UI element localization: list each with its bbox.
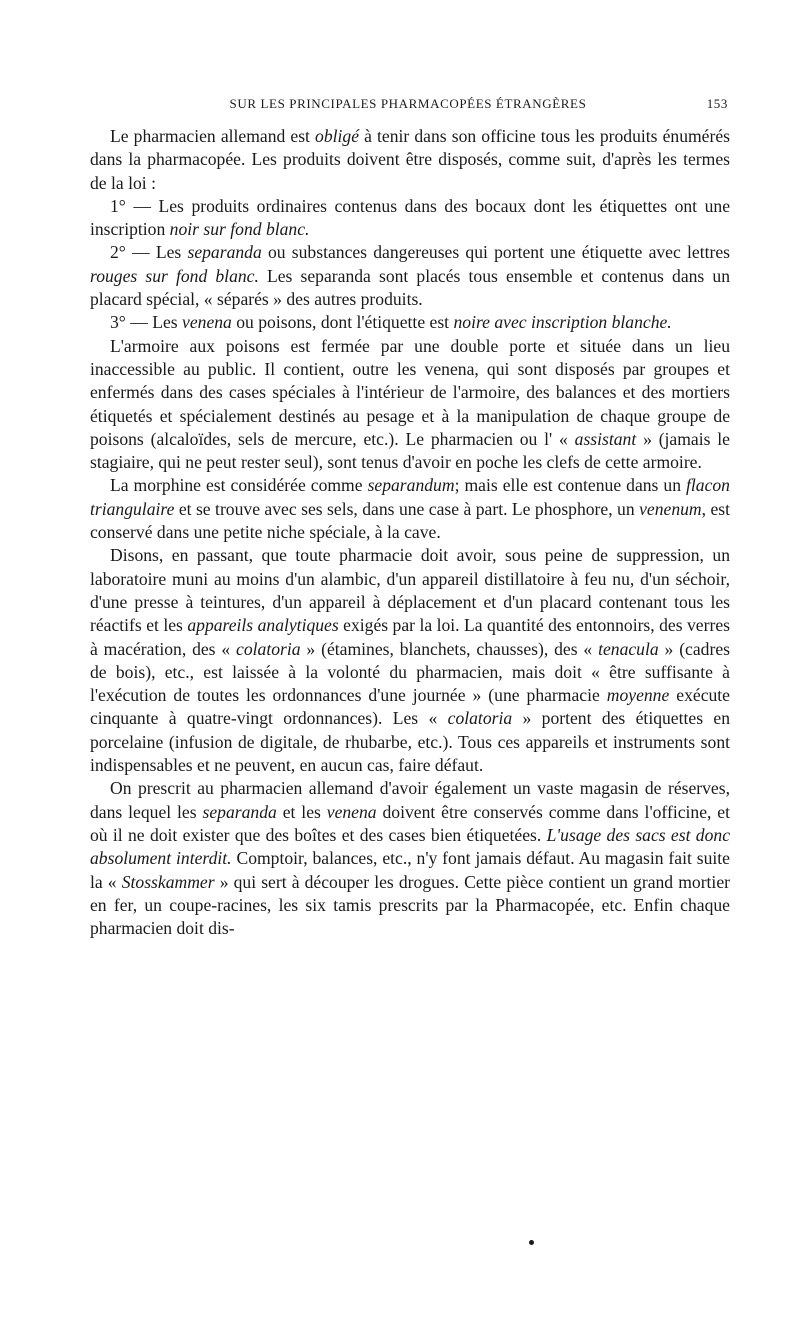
italic-text: separanda <box>202 801 277 822</box>
text-run: ou poisons, dont l'étiquette est <box>231 312 454 333</box>
text-run: Le pharmacien allemand est <box>110 126 316 146</box>
text-run: Comptoir, balances, etc., n'y font jamais défaut. Au magasin fait suite la « <box>90 848 730 892</box>
italic-text: venena <box>326 801 377 822</box>
italic-text: noir sur fond blanc. <box>169 219 310 240</box>
italic-text: separanda <box>187 242 262 263</box>
text-run: 2° — Les <box>110 242 188 263</box>
italic-text: appareils analytiques <box>187 615 339 636</box>
text-run: , est conservé dans une petite niche spéciale, à la cave. <box>90 498 731 543</box>
text-run: 3° — Les <box>110 312 183 333</box>
paragraph <box>90 777 730 940</box>
text-run: ; mais elle est contenue dans un <box>454 475 686 496</box>
text-run: » qui sert à découper les drogues. Cette pièce contient un grand mortier en fer, un coupe-racines, les six tamis prescrits par la Pharmacopée, etc. Enfin chaque pharmacien doit dis- <box>90 871 730 939</box>
italic-text: tenacula <box>598 638 659 659</box>
italic-text: colatoria <box>236 638 301 659</box>
text-run: exigés par la loi. La quantité des entonnoirs, des verres à macération, des « <box>90 615 730 659</box>
text-run: 1° — Les produits ordinaires contenus dans des bocaux dont les étiquettes ont une inscription <box>90 195 730 240</box>
body-text <box>90 125 730 940</box>
ink-speck <box>529 1240 534 1245</box>
italic-text: venena <box>182 312 232 333</box>
text-run: à tenir dans son officine tous les produits énumérés dans la pharmacopée. Les produits doivent être disposés, comme suit, d'après les termes de la loi : <box>90 126 731 193</box>
text-run: et se trouve avec ses sels, dans une case à part. Le phosphore, un <box>174 498 640 519</box>
text-run: doivent être conservés comme dans l'officine, et où il ne doit exister que des boîtes et des cases bien étiquetées. <box>90 801 731 845</box>
text-run: L'armoire aux poisons est fermée par une double porte et située dans un lieu inaccessible au public. Il contient, outre les venena, qui sont disposés par groupes et enfermés dans des cases spéciales à l'intérieur de l'armoire, des balances et des mortiers étiquetés et spécialement destinés au pesage et à la manipulation de chaque groupe de poisons (alcaloïdes, sels de mercure, etc.). Le pharmacien ou l' « <box>90 335 730 449</box>
text-run: Les separanda sont placés tous ensemble et contenus dans un placard spécial, « séparés » des autres produits. <box>90 265 730 310</box>
italic-text: assistant <box>574 428 637 449</box>
italic-text: obligé <box>315 126 360 146</box>
page-number: 153 <box>706 96 728 111</box>
text-run: » portent des étiquettes en porcelaine (infusion de digitale, de rhubarbe, etc.). Tous ces appareils et instruments sont indispensables et ne peuvent, en aucun cas, faire défaut. <box>90 708 730 776</box>
italic-text: moyenne <box>606 685 670 706</box>
text-run: » (cadres de bois), etc., est laissée à la volonté du pharmacien, mais doit « être suffisante à l'exécution de toutes les ordonnances d'une journée » (une pharmacie <box>90 638 730 706</box>
text-run: ou substances dangereuses qui portent une étiquette avec lettres <box>261 242 730 263</box>
paragraph <box>90 195 730 242</box>
text-run: » (jamais le stagiaire, qui ne peut rester seul), sont tenus d'avoir en poche les clefs de cette armoire. <box>90 428 730 473</box>
text-run: » (étamines, blanchets, chausses), des « <box>300 638 599 659</box>
paragraph <box>90 335 730 475</box>
text-run: La morphine est considérée comme <box>110 475 368 496</box>
paragraph <box>90 474 730 544</box>
paragraph <box>90 544 730 777</box>
italic-text: noire avec inscription blanche. <box>453 312 672 333</box>
paragraph <box>90 125 730 195</box>
running-head <box>88 96 728 118</box>
text-run: Disons, en passant, que toute pharmacie doit avoir, sous peine de suppression, un laboratoire muni au moins d'un alambic, d'un appareil distillatoire à feu nu, d'un séchoir, d'une presse à teintures, d'un appareil à déplacement et d'un placard contenant tous les réactifs et les <box>90 545 730 636</box>
italic-text: venenum <box>639 498 702 519</box>
italic-text: L'usage des sacs est donc absolument interdit. <box>90 824 731 869</box>
paragraph <box>90 241 730 311</box>
italic-text: Stosskammer <box>121 871 215 892</box>
italic-text: colatoria <box>447 708 513 729</box>
paragraph <box>90 311 730 334</box>
running-title: SUR LES PRINCIPALES PHARMACOPÉES ÉTRANGÈRES <box>229 96 587 111</box>
text-run: et les <box>276 801 327 822</box>
italic-text: rouges sur fond blanc. <box>90 265 259 286</box>
text-run: exécute cinquante à quatre-vingt ordonnances). Les « <box>90 685 730 729</box>
italic-text: flacon triangulaire <box>90 475 730 519</box>
italic-text: separandum <box>367 475 455 496</box>
text-run: On prescrit au pharmacien allemand d'avoir également un vaste magasin de réserves, dans lequel les <box>90 778 730 822</box>
